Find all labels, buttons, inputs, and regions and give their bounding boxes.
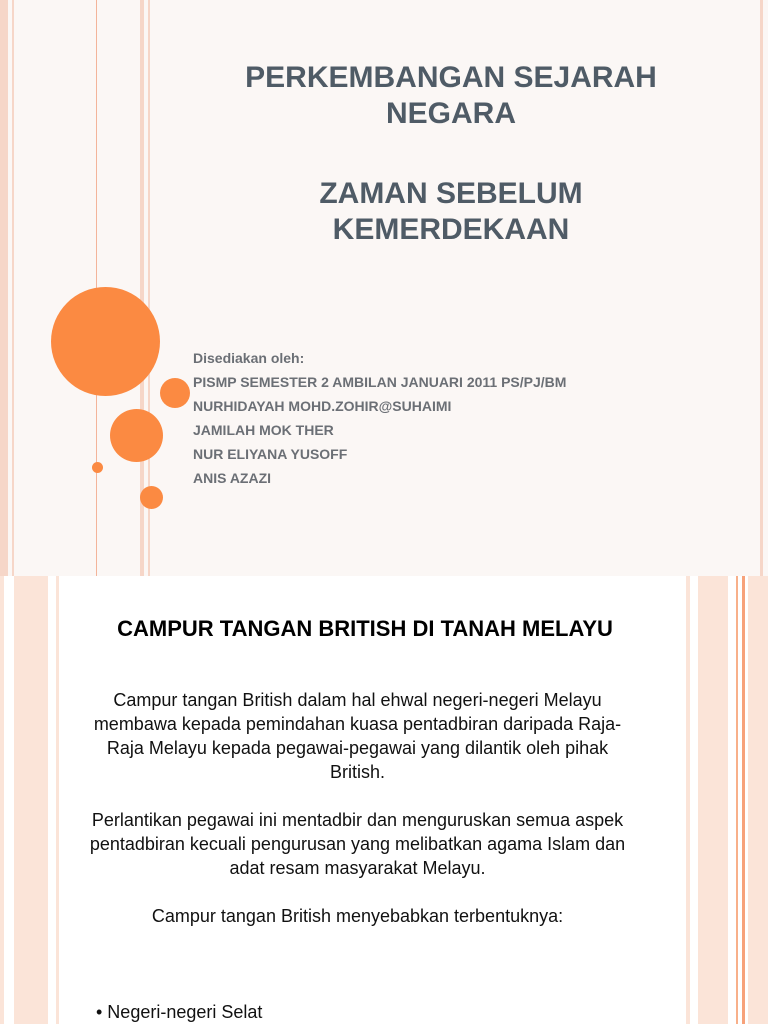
content-slide: [0, 576, 768, 1024]
decorative-stripe: [742, 576, 745, 1024]
body-paragraph: Campur tangan British menyebabkan terbentuknya:: [151, 906, 564, 926]
slide-body: [85, 688, 630, 952]
decorative-stripe: [12, 0, 14, 576]
decorative-stripe: [736, 576, 738, 1024]
decorative-stripe: [698, 576, 728, 1024]
large-orange-circle: [51, 287, 160, 396]
decorative-stripe: [56, 576, 59, 1024]
credits-line: NURHIDAYAH MOHD.ZOHIR@SUHAIMI: [193, 398, 452, 414]
decorative-stripe: [14, 576, 48, 1024]
decorative-stripe: [748, 576, 768, 1024]
credits-block: [193, 348, 713, 492]
credits-line: NUR ELIYANA YUSOFF: [193, 446, 348, 462]
small-orange-circle: [140, 486, 163, 509]
decorative-stripe: [0, 0, 8, 576]
slide-subtitle: ZAMAN SEBELUM KEMERDEKAAN: [319, 177, 583, 246]
credits-line: ANIS AZAZI: [193, 470, 272, 486]
credits-heading: Disediakan oleh:: [193, 350, 305, 366]
medium-orange-circle: [110, 409, 163, 462]
credits-line: JAMILAH MOK THER: [193, 422, 334, 438]
bullet-item: • Negeri-negeri Selat: [96, 1002, 263, 1022]
slide-heading: CAMPUR TANGAN BRITISH DI TANAH MELAYU: [117, 616, 613, 641]
decorative-stripe: [686, 576, 690, 1024]
credits-line: PISMP SEMESTER 2 AMBILAN JANUARI 2011 PS/PJ/BM: [193, 374, 567, 390]
decorative-stripe: [760, 0, 763, 576]
body-paragraph: Perlantikan pegawai ini mentadbir dan menguruskan semua aspek pentadbiran kecuali pengurusan yang melibatkan agama Islam dan adat resam masyarakat Melayu.: [89, 810, 626, 878]
slide-title: PERKEMBANGAN SEJARAH NEGARA: [245, 61, 657, 130]
tiny-orange-circle: [92, 462, 103, 473]
body-paragraph: Campur tangan British dalam hal ehwal negeri-negeri Melayu membawa kepada pemindahan kuasa pentadbiran daripada Raja-Raja Melayu kepada pegawai-pegawai yang dilantik oleh pihak British.: [93, 690, 622, 782]
decorative-stripe: [0, 576, 4, 1024]
small-orange-circle: [160, 378, 190, 408]
